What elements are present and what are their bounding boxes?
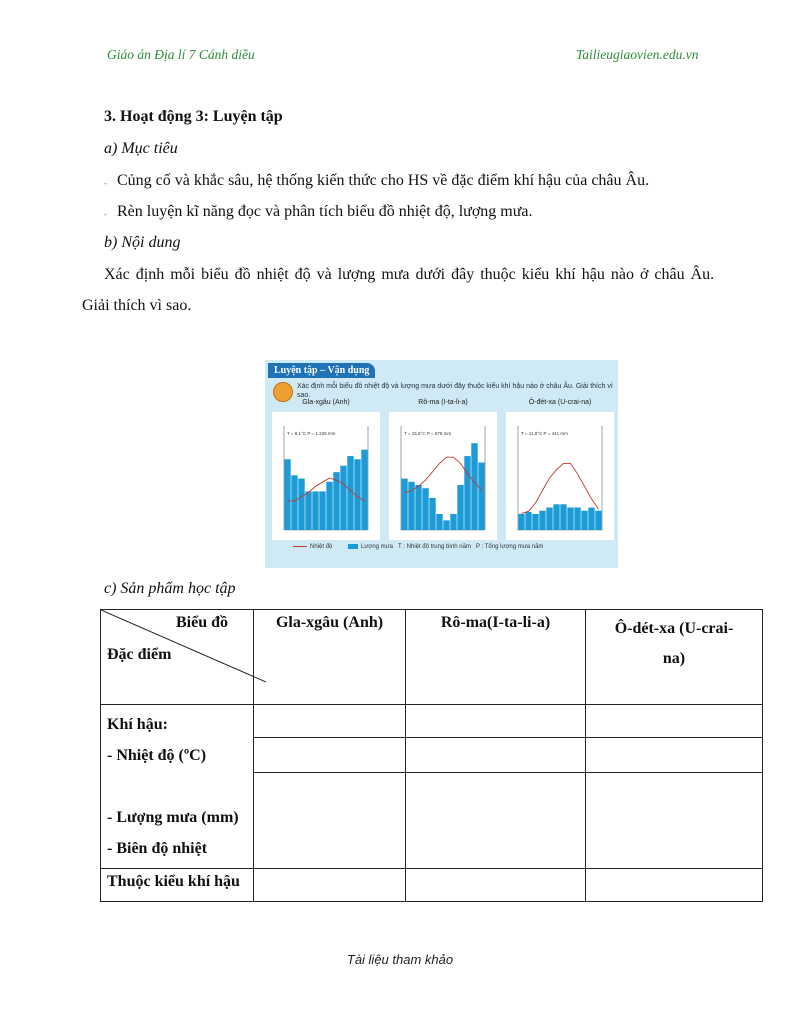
t-note: T : Nhiệt độ trung bình năm bbox=[398, 544, 471, 551]
climate-chart-glasgow bbox=[272, 412, 380, 540]
cell[interactable] bbox=[586, 772, 763, 868]
cell[interactable] bbox=[406, 738, 586, 772]
temperature-line bbox=[522, 463, 599, 513]
p-note: P : Tổng lượng mưa năm bbox=[475, 544, 544, 551]
exercise-figure bbox=[265, 360, 618, 568]
bullet-marker: - bbox=[104, 178, 107, 188]
chart-title: Rô-ma (I-ta-li-a) bbox=[418, 399, 468, 406]
rain-bar bbox=[422, 488, 428, 530]
rain-bar bbox=[532, 514, 538, 530]
content-label: b) Nội dung bbox=[104, 234, 181, 251]
chart-panel-odesa bbox=[506, 399, 614, 540]
cell[interactable] bbox=[586, 869, 763, 902]
chart-legend bbox=[293, 544, 543, 550]
cell[interactable] bbox=[406, 869, 586, 902]
section-title: 3. Hoạt động 3: Luyện tập bbox=[104, 108, 283, 125]
product-label: c) Sản phẩm học tập bbox=[104, 580, 236, 597]
climate-cell bbox=[101, 705, 254, 869]
cell[interactable] bbox=[406, 772, 586, 868]
rain-bar bbox=[291, 475, 297, 530]
chart-title: Ô-đét-xa (U-crai-na) bbox=[528, 399, 592, 406]
rain-bar bbox=[429, 498, 435, 530]
spacer bbox=[107, 771, 247, 802]
corner-cell bbox=[101, 610, 254, 705]
cell[interactable] bbox=[406, 705, 586, 738]
rain-bar bbox=[574, 508, 580, 531]
rain-bar bbox=[525, 512, 531, 530]
row-temp: - Nhiệt độ (ºC) bbox=[107, 747, 207, 764]
chart-annotation: T = 15,8°C P = 878 mm bbox=[404, 431, 452, 436]
rain-bar bbox=[464, 456, 470, 530]
row-range: - Biên độ nhiệt bbox=[107, 840, 208, 857]
rain-bar bbox=[539, 511, 545, 530]
rain-bar bbox=[518, 514, 524, 530]
rain-bar bbox=[326, 482, 332, 530]
rain-bar bbox=[312, 491, 318, 530]
row-rain: - Lượng mưa (mm) bbox=[107, 809, 239, 826]
objective-bullet-1: Củng cố và khắc sâu, hệ thống kiến thức cho HS về đặc điểm khí hậu của châu Âu. bbox=[117, 172, 650, 189]
chart-panel-rome bbox=[389, 399, 497, 540]
content-line-1: Xác định mỗi biểu đồ nhiệt độ và lượng mưa dưới đây thuộc kiểu khí hậu nào ở châu Âu. bbox=[104, 266, 715, 283]
rain-bar bbox=[305, 491, 311, 530]
rain-bar bbox=[553, 504, 559, 530]
rain-bar bbox=[581, 511, 587, 530]
rain-bar bbox=[340, 466, 346, 530]
chart-annotation: T = 11,8°C P = 441 mm bbox=[521, 431, 568, 436]
rain-bar bbox=[319, 491, 325, 530]
row-climate: Khí hậu: bbox=[107, 716, 168, 733]
cell[interactable] bbox=[254, 869, 406, 902]
rain-legend-label: Lượng mưa bbox=[361, 544, 394, 551]
col-header-odesa bbox=[586, 610, 763, 705]
chart-panel-glasgow bbox=[272, 399, 380, 540]
climate-chart-rome bbox=[389, 412, 497, 540]
rain-bar bbox=[443, 520, 449, 530]
cell[interactable] bbox=[254, 738, 406, 772]
rain-bar bbox=[595, 511, 601, 530]
objective-label: a) Mục tiêu bbox=[104, 140, 178, 157]
row-type: Thuộc kiểu khí hậu bbox=[101, 869, 254, 902]
col-header-rome: Rô-ma(I-ta-li-a) bbox=[406, 610, 586, 705]
rain-bar bbox=[471, 443, 477, 530]
rain-bar bbox=[560, 504, 566, 530]
cell[interactable] bbox=[586, 705, 763, 738]
rain-bar bbox=[361, 450, 367, 530]
chart-annotation: T = 8,1°C P = 1 226 mm bbox=[287, 431, 336, 436]
rain-bar bbox=[284, 459, 290, 530]
rain-bar bbox=[415, 485, 421, 530]
bullet-marker: - bbox=[104, 209, 107, 219]
col-header-odesa-line2: na) bbox=[662, 650, 686, 667]
rain-bar bbox=[298, 479, 304, 530]
corner-top: Biểu đồ bbox=[176, 614, 229, 631]
rain-bar bbox=[567, 508, 573, 531]
figure-title: Luyện tập – Vận dụng bbox=[268, 363, 375, 378]
cell[interactable] bbox=[254, 705, 406, 738]
cell[interactable] bbox=[586, 738, 763, 772]
temp-legend-label: Nhiệt độ bbox=[310, 544, 333, 551]
rain-bar bbox=[450, 514, 456, 530]
col-header-glasgow: Gla-xgâu (Anh) bbox=[254, 610, 406, 705]
rain-bar bbox=[478, 463, 484, 531]
rain-bar bbox=[436, 514, 442, 530]
figure-question: Xác định mỗi biểu đồ nhiệt độ và lượng mưa dưới đây thuộc kiểu khí hậu nào ở châu Âu. Giải thích vì sao. bbox=[297, 383, 613, 399]
rain-bar bbox=[333, 472, 339, 530]
header-left: Giáo án Địa lí 7 Cánh diều bbox=[107, 47, 255, 62]
product-table bbox=[100, 609, 763, 902]
rain-bar bbox=[546, 508, 552, 531]
rain-bar bbox=[457, 485, 463, 530]
col-header-odesa-line1: Ô-dét-xa (U-crai- bbox=[614, 620, 734, 637]
footer: Tài liệu tham khảo bbox=[346, 952, 454, 967]
rain-bar bbox=[401, 479, 407, 530]
header-right: Tailieugiaovien.edu.vn bbox=[576, 47, 699, 62]
corner-bottom: Đặc điểm bbox=[107, 646, 172, 663]
objective-bullet-2: Rèn luyện kĩ năng đọc và phân tích biểu đồ nhiệt độ, lượng mưa. bbox=[117, 203, 533, 220]
climate-chart-odesa bbox=[506, 412, 614, 540]
content-line-2: Giải thích vì sao. bbox=[82, 297, 192, 314]
temp-legend-swatch bbox=[293, 546, 307, 547]
rain-legend-swatch bbox=[348, 544, 358, 549]
chart-title: Gla-xgâu (Anh) bbox=[302, 399, 350, 406]
cell[interactable] bbox=[254, 772, 406, 868]
rain-bar bbox=[588, 508, 594, 531]
